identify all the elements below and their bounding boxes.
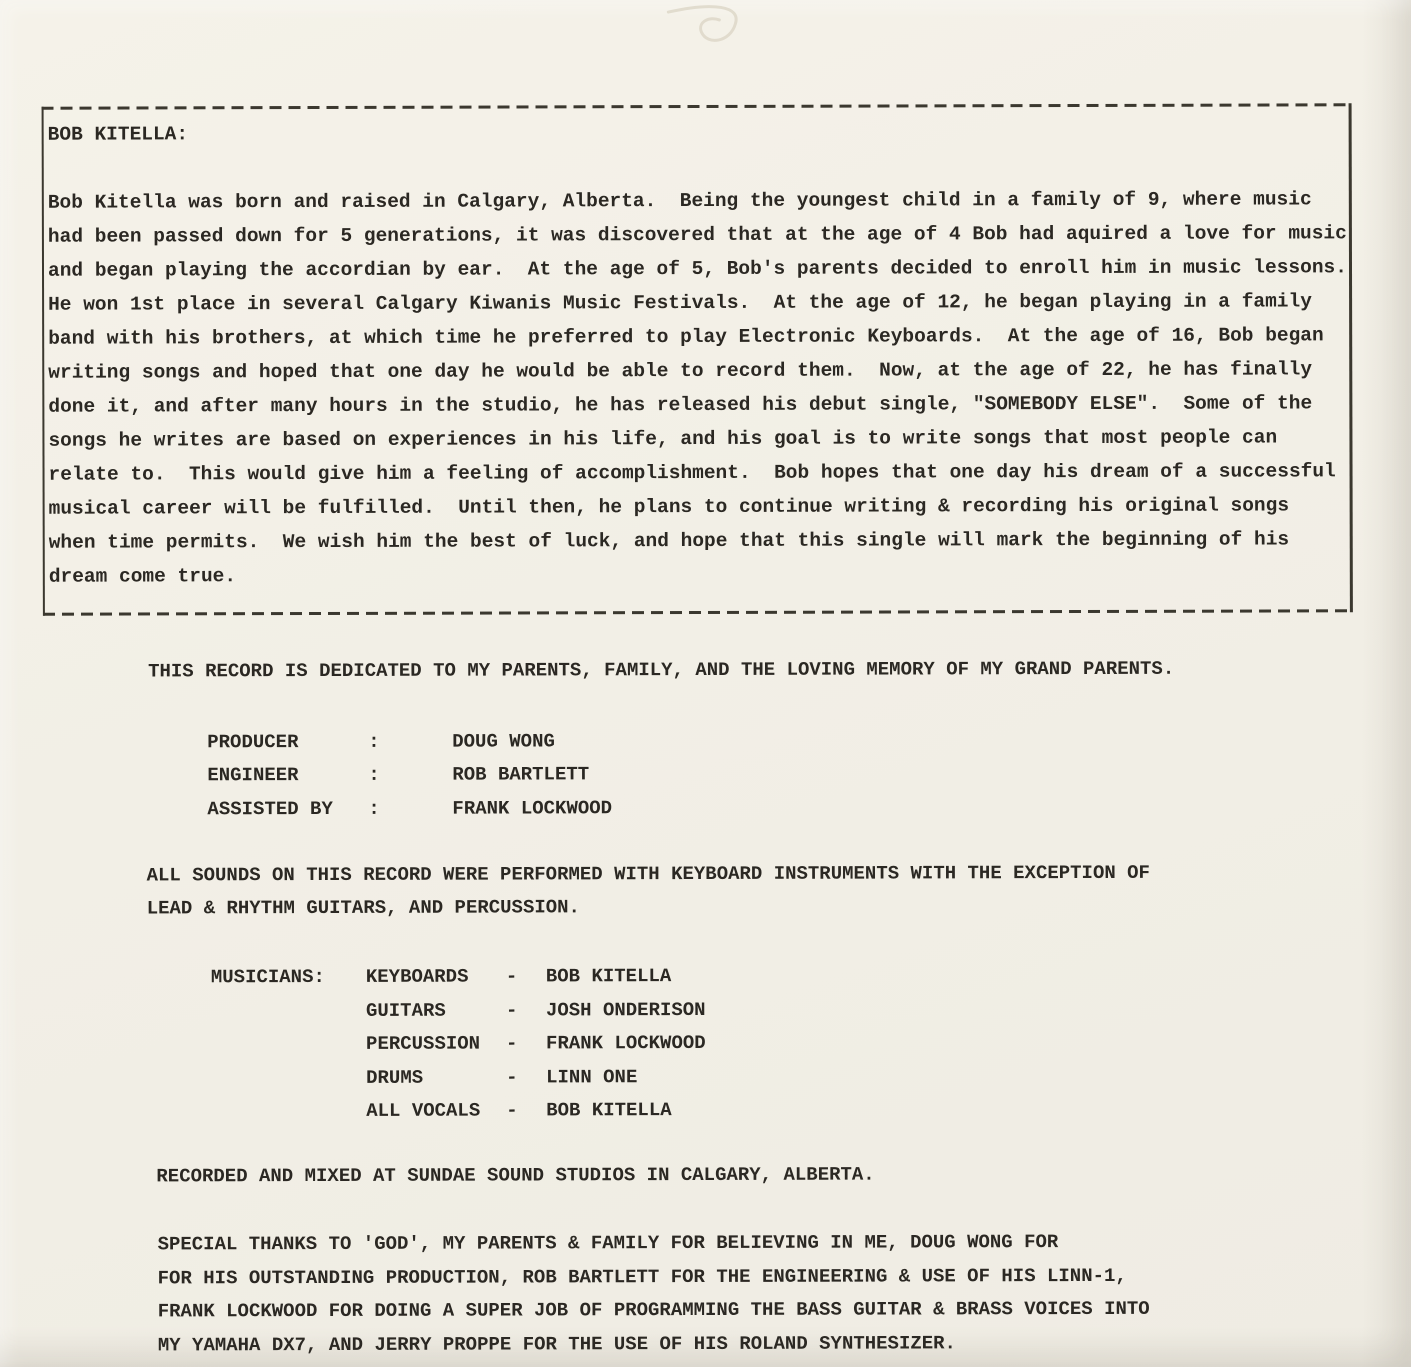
musician-instrument: ALL VOCALS (366, 1099, 481, 1122)
bio-heading: BOB KITELLA: (47, 123, 189, 146)
special-thanks (158, 1226, 1150, 1363)
musician-separator: - (506, 1099, 518, 1122)
bio-paragraph (48, 182, 1348, 593)
musician-row-percussion (211, 1027, 706, 1062)
musician-separator: - (506, 1032, 518, 1055)
special-thanks-line: FRANK LOCKWOOD FOR DOING A SUPER JOB OF PROGRAMMING THE BASS GUITAR & BRASS VOICES INTO (157, 1298, 1150, 1323)
dedication-line: THIS RECORD IS DEDICATED TO MY PARENTS, FAMILY, AND THE LOVING MEMORY OF MY GRAND PARENTS. (148, 657, 1175, 683)
musician-name: BOB KITELLA (545, 965, 672, 988)
bio-line: had been passed down for 5 generations, it was discovered that at the age of 4 Bob had aquired a love for music (47, 222, 1347, 248)
musician-name: BOB KITELLA (546, 1099, 672, 1122)
musicians-label-spacer (211, 1095, 366, 1129)
credit-value: DOUG WONG (452, 730, 555, 753)
credit-label: ASSISTED BY (207, 797, 333, 821)
musician-name: FRANK LOCKWOOD (546, 1031, 706, 1055)
credit-label: ENGINEER (207, 764, 299, 787)
musician-name: LINN ONE (546, 1065, 638, 1088)
sounds-note-line: LEAD & RHYTHM GUITARS, AND PERCUSSION. (146, 896, 580, 920)
credit-row-producer (207, 725, 612, 759)
musicians-label-spacer (211, 1028, 366, 1062)
special-thanks-line: MY YAMAHA DX7, AND JERRY PROPPE FOR THE USE OF HIS ROLAND SYNTHESIZER. (157, 1332, 956, 1357)
bio-line: and began playing the accordian by ear. At the age of 5, Bob's parents decided to enroll him in music lessons. (47, 256, 1347, 282)
credit-separator: : (368, 764, 380, 787)
special-thanks-line: FOR HIS OUTSTANDING PRODUCTION, ROB BARTLETT FOR THE ENGINEERING & USE OF HIS LINN-1, (157, 1264, 1127, 1290)
bio-line: songs he writes are based on experiences in his life, and his goal is to write songs that most people can (48, 426, 1278, 452)
sounds-note-line: ALL SOUNDS ON THIS RECORD WERE PERFORMED WITH KEYBOARD INSTRUMENTS WITH THE EXCEPTION OF (146, 861, 1150, 887)
sounds-note (147, 857, 1151, 926)
musician-name: JOSH ONDERISON (545, 998, 706, 1021)
credit-row-engineer (207, 759, 612, 793)
musician-instrument: PERCUSSION (366, 1032, 481, 1055)
credits-list (207, 725, 612, 826)
musician-separator: - (505, 998, 518, 1022)
bio-line: relate to. This would give him a feeling of accomplishment. Bob hopes that one day his dream of a successful (48, 460, 1336, 486)
bio-line: done it, and after many hours in the studio, he has released his debut single, "SOMEBODY ELSE". Some of the (48, 392, 1313, 418)
scan-artifact-mark (643, 0, 783, 70)
credit-label: PRODUCER (207, 731, 299, 754)
credit-separator: : (368, 730, 380, 753)
musician-row-vocals (211, 1094, 706, 1129)
bio-box (42, 103, 1353, 615)
musician-row-drums (211, 1060, 706, 1095)
credit-value: FRANK LOCKWOOD (452, 797, 613, 820)
bio-line: band with his brothers, at which time he preferred to play Electronic Keyboards. At the age of 16, Bob began (48, 324, 1324, 350)
musicians-label-spacer (211, 1061, 366, 1095)
musicians-list (211, 960, 706, 1129)
musician-separator: - (505, 965, 518, 988)
bio-line: dream come true. (48, 565, 237, 588)
musician-row-keyboards (211, 960, 706, 995)
bio-line: He won 1st place in several Calgary Kiwanis Music Festivals. At the age of 12, he began playing in a family (48, 290, 1312, 316)
credit-separator: : (368, 797, 380, 820)
bio-line: Bob Kitella was born and raised in Calgary, Alberta. Being the youngest child in a family of 9, where music (47, 188, 1312, 214)
musician-instrument: DRUMS (366, 1066, 424, 1089)
musicians-label: MUSICIANS: (210, 965, 325, 989)
recording-note: RECORDED AND MIXED AT SUNDAE SOUND STUDIOS IN CALGARY, ALBERTA. (156, 1163, 875, 1188)
musician-row-guitars (211, 993, 706, 1028)
musicians-label-spacer (211, 994, 366, 1028)
bio-line: when time permits. We wish him the best of luck, and hope that this single will mark the beginning of his (48, 528, 1290, 554)
musician-instrument: GUITARS (365, 999, 446, 1022)
bio-line: writing songs and hoped that one day he would be able to record them. Now, at the age of 22, he has finally (48, 358, 1313, 384)
special-thanks-line: SPECIAL THANKS TO 'GOD', MY PARENTS & FAMILY FOR BELIEVING IN ME, DOUG WONG FOR (157, 1231, 1059, 1256)
credit-value: ROB BARTLETT (452, 763, 590, 787)
credit-row-assistant (207, 792, 612, 826)
musician-separator: - (506, 1065, 518, 1089)
musician-instrument: KEYBOARDS (365, 965, 469, 988)
bio-line: musical career will be fulfilled. Until then, he plans to continue writing & recording his original songs (48, 494, 1290, 520)
